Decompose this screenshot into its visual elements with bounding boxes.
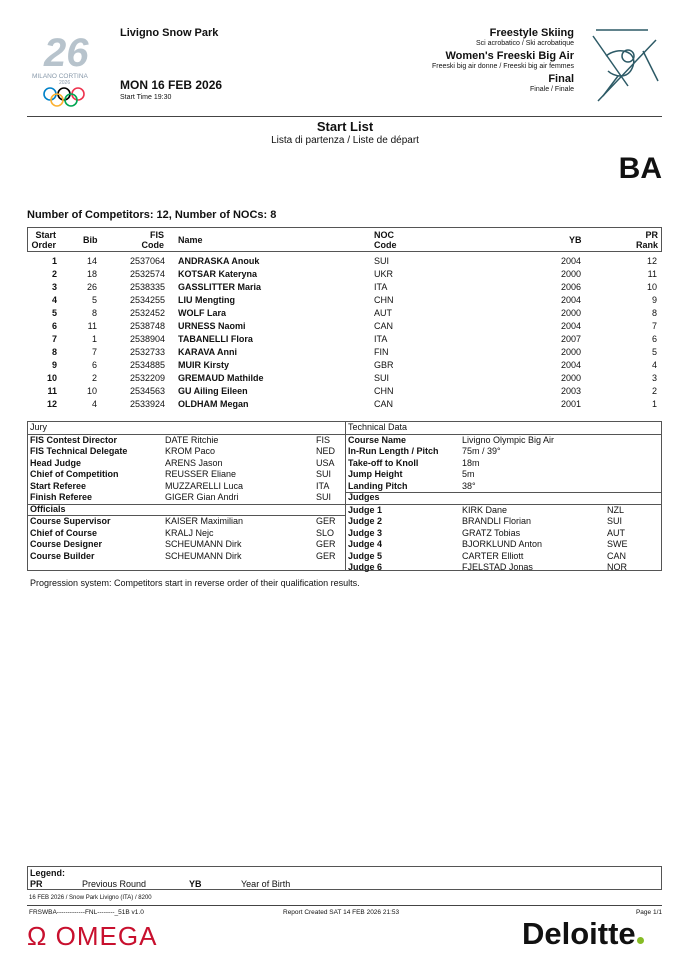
cell-start-order: 5 bbox=[51, 308, 57, 318]
technical-row bbox=[348, 469, 658, 481]
cell-pr-rank: 3 bbox=[651, 373, 657, 383]
cell-name: MUIR Kirsty bbox=[178, 360, 230, 370]
technical-header bbox=[348, 422, 658, 434]
cell-fis-code: 2538335 bbox=[129, 282, 165, 292]
table-row bbox=[27, 256, 662, 269]
table-header bbox=[27, 227, 662, 252]
cell-yb: 2001 bbox=[560, 399, 581, 409]
cell-name: KARAVA Anni bbox=[178, 347, 237, 357]
col-order-label: Order bbox=[31, 240, 56, 250]
role: Chief of Course bbox=[30, 527, 98, 538]
cell-noc: AUT bbox=[374, 308, 392, 318]
cell-pr-rank: 10 bbox=[646, 282, 657, 292]
judge-row bbox=[348, 528, 658, 540]
cell-noc: SUI bbox=[374, 256, 390, 266]
cell-pr-rank: 9 bbox=[651, 295, 657, 305]
legend-yb-text: Year of Birth bbox=[241, 879, 291, 889]
table-row bbox=[27, 373, 662, 386]
noc: SLO bbox=[316, 527, 335, 538]
table-row bbox=[27, 360, 662, 373]
person: KRALJ Nejc bbox=[165, 527, 214, 538]
deloitte-logo bbox=[522, 916, 644, 952]
person: MUZZARELLI Luca bbox=[165, 480, 244, 491]
person: GIGER Gian Andri bbox=[165, 492, 239, 502]
person: DATE Ritchie bbox=[165, 434, 219, 445]
noc: NZL bbox=[607, 504, 625, 515]
footer-divider bbox=[27, 905, 662, 906]
cell-noc: CHN bbox=[374, 386, 394, 396]
judge: Judge 2 bbox=[348, 516, 383, 526]
person: BRANDLI Florian bbox=[462, 516, 532, 526]
cell-fis-code: 2532209 bbox=[129, 373, 165, 383]
person: ARENS Jason bbox=[165, 457, 223, 468]
cell-pr-rank: 5 bbox=[651, 347, 657, 357]
cell-pr-rank: 7 bbox=[651, 321, 657, 331]
label: Landing Pitch bbox=[348, 480, 408, 491]
judge-row bbox=[348, 539, 658, 551]
cell-start-order: 2 bbox=[51, 269, 57, 279]
cell-bib: 4 bbox=[91, 399, 97, 409]
cell-fis-code: 2534255 bbox=[129, 295, 165, 305]
cell-pr-rank: 11 bbox=[647, 269, 657, 279]
cell-pr-rank: 6 bbox=[651, 334, 657, 344]
omega-logo: Ω OMEGA bbox=[27, 921, 158, 951]
noc: CAN bbox=[607, 550, 627, 561]
judge-row bbox=[348, 562, 658, 574]
jury-row bbox=[30, 481, 345, 493]
noc: NOR bbox=[607, 562, 627, 572]
cell-bib: 5 bbox=[91, 295, 97, 305]
judge-row bbox=[348, 516, 658, 528]
cell-name: GU Ailing Eileen bbox=[178, 386, 248, 396]
table-row bbox=[27, 347, 662, 360]
cell-yb: 2000 bbox=[560, 373, 581, 383]
noc: ITA bbox=[316, 480, 330, 491]
cell-bib: 1 bbox=[91, 334, 97, 344]
cell-start-order: 4 bbox=[51, 295, 57, 305]
judge: Judge 5 bbox=[348, 550, 383, 561]
role: Course Builder bbox=[30, 550, 95, 561]
deloitte-dot-icon bbox=[637, 937, 644, 944]
sport-sub: Sci acrobatico / Ski acrobatique bbox=[475, 40, 574, 47]
cell-bib: 18 bbox=[86, 269, 97, 279]
cell-fis-code: 2538748 bbox=[129, 321, 165, 331]
report-created: Report Created SAT 14 FEB 2026 21:53 bbox=[283, 909, 400, 916]
cell-fis-code: 2534563 bbox=[129, 386, 165, 396]
table-row bbox=[27, 308, 662, 321]
col-noc-code-label: Code bbox=[374, 240, 397, 250]
cell-pr-rank: 1 bbox=[651, 399, 657, 409]
cell-name: KOTSAR Kateryna bbox=[178, 269, 258, 279]
legend-title: Legend: bbox=[30, 868, 65, 878]
table-row bbox=[27, 282, 662, 295]
noc: GER bbox=[316, 550, 336, 561]
person: KROM Paco bbox=[165, 446, 216, 456]
official-row bbox=[30, 528, 345, 540]
cell-yb: 2004 bbox=[560, 321, 581, 331]
noc: FIS bbox=[316, 434, 331, 445]
cell-fis-code: 2533924 bbox=[129, 399, 165, 409]
value: 18m bbox=[462, 457, 480, 468]
judge-row bbox=[348, 551, 658, 563]
noc: NED bbox=[316, 446, 336, 456]
label: In-Run Length / Pitch bbox=[348, 446, 439, 456]
svg-text:26: 26 bbox=[44, 31, 89, 75]
value: 38° bbox=[462, 480, 476, 491]
cell-fis-code: 2532452 bbox=[129, 308, 165, 318]
technical-row bbox=[348, 435, 658, 447]
person: KIRK Dane bbox=[462, 504, 508, 515]
role: Course Supervisor bbox=[30, 516, 111, 526]
role: Finish Referee bbox=[30, 492, 93, 502]
jury-row bbox=[30, 458, 345, 470]
col-pr-label: PR bbox=[645, 230, 658, 240]
cell-noc: FIN bbox=[374, 347, 389, 357]
col-fis-label: FIS bbox=[149, 230, 164, 240]
cell-bib: 10 bbox=[86, 386, 97, 396]
person: FJELSTAD Jonas bbox=[462, 562, 533, 572]
cell-yb: 2003 bbox=[560, 386, 581, 396]
cell-name: WOLF Lara bbox=[178, 308, 227, 318]
freestyle-skier-pictogram bbox=[588, 26, 663, 113]
label: Course Name bbox=[348, 434, 407, 445]
value: 75m / 39° bbox=[462, 446, 501, 456]
cell-bib: 6 bbox=[91, 360, 97, 370]
cell-bib: 2 bbox=[91, 373, 97, 383]
cell-yb: 2000 bbox=[560, 347, 581, 357]
cell-fis-code: 2532574 bbox=[129, 269, 165, 279]
cell-noc: GBR bbox=[374, 360, 394, 370]
page-subtitle: Lista di partenza / Liste de départ bbox=[271, 135, 419, 146]
cell-noc: ITA bbox=[374, 282, 388, 292]
judge: Judge 3 bbox=[348, 527, 383, 538]
col-start-order bbox=[31, 230, 56, 250]
page-number: Page 1/1 bbox=[635, 909, 662, 916]
jury-row bbox=[30, 492, 345, 504]
jury-row bbox=[30, 435, 345, 447]
venue: Livigno Snow Park bbox=[120, 27, 219, 39]
person: SCHEUMANN Dirk bbox=[165, 550, 242, 561]
noc: GER bbox=[316, 539, 336, 549]
legend-pr: PR bbox=[30, 879, 43, 889]
col-name: Name bbox=[178, 235, 203, 245]
table-row bbox=[27, 399, 662, 412]
cell-bib: 11 bbox=[87, 321, 97, 331]
cell-start-order: 10 bbox=[46, 373, 57, 383]
event-sub: Freeski big air donne / Freeski big air femmes bbox=[432, 63, 574, 70]
cell-start-order: 1 bbox=[51, 256, 57, 266]
role: Head Judge bbox=[30, 457, 82, 468]
official-row bbox=[30, 516, 345, 528]
noc: AUT bbox=[607, 527, 625, 538]
cell-yb: 2004 bbox=[560, 295, 581, 305]
svg-text:MILANO CORTINA: MILANO CORTINA bbox=[32, 73, 88, 80]
judge: Judge 6 bbox=[348, 562, 383, 572]
cell-pr-rank: 4 bbox=[651, 360, 657, 370]
cell-noc: CHN bbox=[374, 295, 394, 305]
official-row bbox=[30, 551, 345, 563]
phase-sub: Finale / Finale bbox=[530, 86, 574, 93]
role: Chief of Competition bbox=[30, 469, 119, 479]
officials-title: Officials bbox=[30, 503, 66, 514]
cell-name: LIU Mengting bbox=[178, 295, 235, 305]
col-code-label: Code bbox=[141, 240, 164, 250]
cell-pr-rank: 12 bbox=[646, 256, 657, 266]
role: FIS Technical Delegate bbox=[30, 446, 128, 456]
cell-bib: 8 bbox=[91, 308, 97, 318]
cell-bib: 7 bbox=[91, 347, 97, 357]
judge: Judge 4 bbox=[348, 539, 383, 549]
cell-noc: CAN bbox=[374, 321, 394, 331]
cell-start-order: 6 bbox=[51, 321, 57, 331]
cell-noc: CAN bbox=[374, 399, 394, 409]
cell-pr-rank: 8 bbox=[651, 308, 657, 318]
competitors-summary: Number of Competitors: 12, Number of NOCs: 8 bbox=[27, 209, 277, 221]
legend-pr-text: Previous Round bbox=[82, 879, 147, 889]
milano-cortina-logo bbox=[30, 26, 105, 108]
jury-row bbox=[30, 446, 345, 458]
cell-yb: 2004 bbox=[560, 360, 581, 370]
table-row bbox=[27, 269, 662, 282]
noc: GER bbox=[316, 516, 336, 526]
phase: Final bbox=[548, 73, 574, 85]
cell-fis-code: 2538904 bbox=[129, 334, 165, 344]
svg-text:2026: 2026 bbox=[59, 80, 71, 86]
cell-name: GASSLITTER Maria bbox=[178, 282, 262, 292]
header-divider bbox=[27, 116, 662, 117]
person: SCHEUMANN Dirk bbox=[165, 539, 242, 549]
cell-noc: SUI bbox=[374, 373, 390, 383]
cell-start-order: 12 bbox=[46, 399, 57, 409]
person: GRATZ Tobias bbox=[462, 527, 521, 538]
role: Course Designer bbox=[30, 539, 103, 549]
table-row bbox=[27, 321, 662, 334]
col-bib: Bib bbox=[83, 235, 98, 245]
value: 5m bbox=[462, 469, 475, 479]
role: Start Referee bbox=[30, 480, 87, 491]
cell-noc: UKR bbox=[374, 269, 394, 279]
noc: SWE bbox=[607, 539, 628, 549]
footer-venue-line: 16 FEB 2026 / Snow Park Livigno (ITA) / 8200 bbox=[29, 895, 152, 901]
col-noc bbox=[374, 230, 397, 250]
cell-yb: 2000 bbox=[560, 308, 581, 318]
cell-start-order: 3 bbox=[51, 282, 57, 292]
event-info bbox=[432, 27, 574, 93]
col-rank-label: Rank bbox=[635, 240, 658, 250]
cell-noc: ITA bbox=[374, 334, 388, 344]
cell-name: TABANELLI Flora bbox=[178, 334, 253, 344]
noc: SUI bbox=[316, 492, 332, 502]
cell-name: ANDRASKA Anouk bbox=[178, 256, 260, 266]
page-title: Start List bbox=[316, 119, 374, 134]
cell-bib: 26 bbox=[86, 282, 97, 292]
technical-title: Technical Data bbox=[348, 422, 408, 432]
jury-header bbox=[30, 422, 340, 434]
cell-yb: 2000 bbox=[560, 269, 581, 279]
cell-name: GREMAUD Mathilde bbox=[178, 373, 264, 383]
role: FIS Contest Director bbox=[30, 434, 118, 445]
col-fis-code bbox=[142, 230, 165, 250]
date: MON 16 FEB 2026 bbox=[120, 78, 223, 92]
cell-name: URNESS Naomi bbox=[178, 321, 246, 331]
person: BJORKLUND Anton bbox=[462, 539, 543, 549]
start-time: Start Time 19:30 bbox=[120, 94, 172, 101]
technical-row bbox=[348, 446, 658, 458]
table-row bbox=[27, 295, 662, 308]
judges-title: Judges bbox=[348, 492, 380, 502]
cell-yb: 2004 bbox=[560, 256, 581, 266]
cell-start-order: 8 bbox=[51, 347, 57, 357]
cell-bib: 14 bbox=[86, 256, 97, 266]
cell-fis-code: 2537064 bbox=[129, 256, 165, 266]
col-yb: YB bbox=[569, 235, 582, 245]
col-start-label: Start bbox=[35, 230, 56, 240]
judges-header bbox=[348, 492, 658, 504]
col-pr-rank bbox=[636, 230, 658, 250]
judge-row bbox=[348, 505, 658, 517]
report-code: FRSWBA-------------FNL--------_51B v1.0 bbox=[29, 909, 144, 916]
noc: USA bbox=[316, 457, 335, 468]
technical-row bbox=[348, 481, 658, 493]
label: Jump Height bbox=[348, 469, 403, 479]
noc: SUI bbox=[316, 469, 332, 479]
deloitte-wordmark: Deloitte bbox=[522, 916, 636, 951]
cell-start-order: 9 bbox=[51, 360, 57, 370]
jury-row bbox=[30, 469, 345, 481]
event: Women's Freeski Big Air bbox=[445, 50, 574, 62]
table-row bbox=[27, 334, 662, 347]
event-code: BA bbox=[618, 152, 662, 185]
col-noc-label: NOC bbox=[374, 230, 394, 240]
cell-start-order: 11 bbox=[47, 386, 57, 396]
cell-pr-rank: 2 bbox=[651, 386, 657, 396]
table-row bbox=[27, 386, 662, 399]
person: KAISER Maximilian bbox=[165, 516, 244, 526]
progression-note: Progression system: Competitors start in reverse order of their qualification results. bbox=[30, 578, 360, 588]
technical-row bbox=[348, 458, 658, 470]
cell-fis-code: 2532733 bbox=[129, 347, 165, 357]
judge: Judge 1 bbox=[348, 504, 383, 515]
cell-yb: 2007 bbox=[560, 334, 581, 344]
legend-box bbox=[27, 866, 662, 890]
cell-yb: 2006 bbox=[560, 282, 581, 292]
official-row bbox=[30, 539, 345, 551]
person: REUSSER Eliane bbox=[165, 469, 237, 479]
cell-fis-code: 2534885 bbox=[129, 360, 165, 370]
legend-yb: YB bbox=[189, 879, 202, 889]
cell-name: OLDHAM Megan bbox=[178, 399, 249, 409]
sport: Freestyle Skiing bbox=[489, 27, 574, 39]
label: Take-off to Knoll bbox=[348, 457, 419, 468]
value: Livigno Olympic Big Air bbox=[462, 434, 555, 445]
noc: SUI bbox=[607, 516, 623, 526]
cell-start-order: 7 bbox=[51, 334, 57, 344]
officials-header bbox=[30, 504, 340, 516]
person: CARTER Elliott bbox=[462, 550, 524, 561]
jury-title: Jury bbox=[30, 422, 48, 432]
